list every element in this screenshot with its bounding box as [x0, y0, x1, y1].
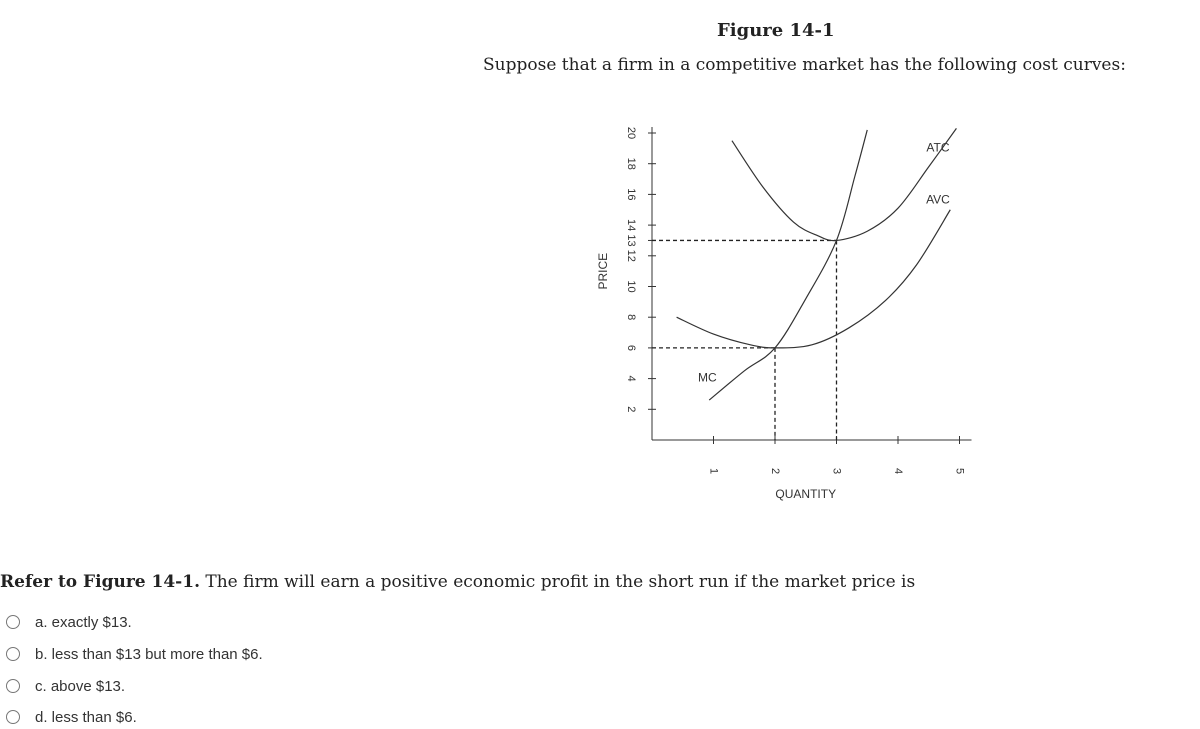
series-label-avc: AVC	[926, 192, 950, 207]
radio-button-icon[interactable]	[6, 647, 20, 661]
question-body: The firm will earn a positive economic profit in the short run if the market price is	[199, 572, 916, 592]
y-tick-label: 6	[625, 344, 638, 351]
y-tick-label: 13	[625, 234, 638, 247]
radio-button-icon[interactable]	[6, 679, 20, 693]
option-c-label: c. above $13.	[35, 677, 126, 695]
x-tick-label: 1	[707, 467, 720, 475]
y-axis-label: PRICE	[596, 252, 610, 290]
option-a[interactable]	[6, 610, 132, 634]
y-tick-label: 2	[625, 406, 638, 413]
x-tick-label: 2	[769, 467, 782, 475]
option-b[interactable]	[6, 642, 263, 666]
y-tick-label: 20	[625, 126, 638, 140]
series-label-atc: ATC	[926, 140, 950, 155]
series-curve-mc	[709, 130, 867, 400]
figure-caption: Suppose that a firm in a competitive market has the following cost curves:	[483, 55, 1126, 75]
y-tick-label: 4	[625, 375, 638, 382]
series-curve-avc	[677, 210, 951, 348]
series-label-mc: MC	[698, 370, 717, 385]
y-tick-label: 18	[625, 157, 638, 170]
radio-button-icon[interactable]	[6, 710, 20, 724]
question-text	[0, 572, 915, 592]
y-tick-label: 14	[625, 218, 638, 232]
option-b-label: b. less than $13 but more than $6.	[35, 645, 263, 663]
x-tick-label: 3	[830, 467, 843, 475]
y-tick-label: 16	[625, 188, 638, 201]
y-tick-label: 8	[625, 314, 638, 321]
x-tick-label: 5	[953, 467, 966, 475]
option-d[interactable]	[6, 705, 137, 729]
y-tick-label: 12	[625, 249, 638, 262]
figure-title: Figure 14-1	[717, 20, 835, 41]
x-axis-label: QUANTITY	[775, 487, 837, 501]
y-tick-label: 10	[625, 280, 638, 293]
x-tick-label: 4	[892, 467, 905, 475]
option-c[interactable]	[6, 674, 125, 698]
option-d-label: d. less than $6.	[35, 708, 137, 726]
radio-button-icon[interactable]	[6, 615, 20, 629]
option-a-label: a. exactly $13.	[35, 613, 132, 631]
series-curve-atc	[732, 128, 956, 240]
question-reference: Refer to Figure 14-1.	[0, 572, 200, 592]
